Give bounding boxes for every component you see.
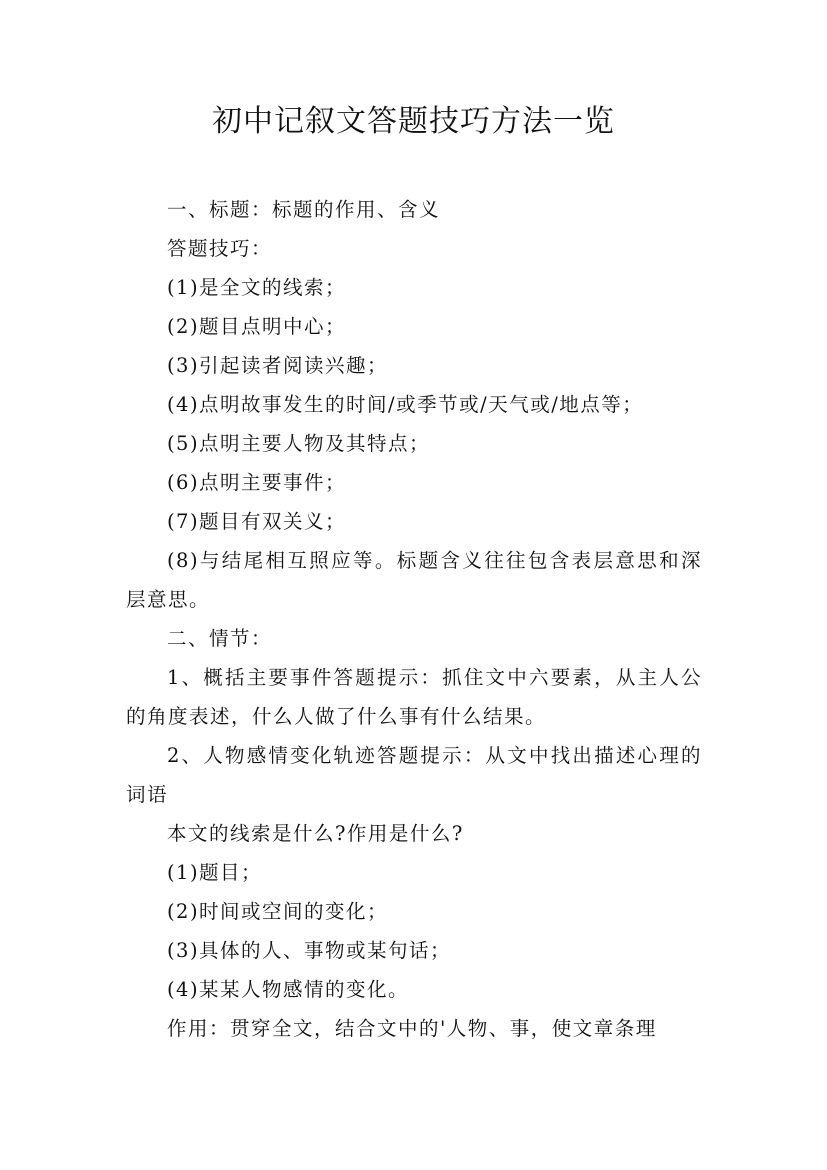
paragraph: 1、概括主要事件答题提示：抓住文中六要素，从主人公的角度表述，什么人做了什么事有什么结果。	[126, 666, 702, 728]
paragraph: 作用：贯穿全文，结合文中的'人物、事，使文章条理	[166, 1017, 657, 1040]
page-title: 初中记叙文答题技巧方法一览	[212, 104, 615, 139]
list-item: (7)题目有双关义；	[166, 510, 347, 533]
list-item: (5)点明主要人物及其特点；	[166, 432, 431, 455]
paragraph: 2、人物感情变化轨迹答题提示：从文中找出描述心理的词语	[126, 744, 702, 806]
list-item: (2)题目点明中心；	[166, 315, 347, 338]
section-heading-plot: 二、情节：	[166, 627, 272, 650]
document-body	[126, 190, 702, 1048]
list-item: (1)是全文的线索；	[166, 276, 347, 299]
list-item: (3)引起读者阅读兴趣；	[166, 354, 389, 377]
list-item: (4)点明故事发生的时间/或季节或/天气或/地点等；	[166, 393, 644, 416]
list-item: (4)某某人物感情的变化。	[166, 978, 410, 1001]
list-item: (3)具体的人、事物或某句话；	[166, 939, 452, 962]
list-item: (2)时间或空间的变化；	[166, 900, 389, 923]
list-item: (1)题目；	[166, 861, 263, 884]
list-item: (6)点明主要事件；	[166, 471, 347, 494]
question: 本文的线索是什么?作用是什么?	[166, 822, 464, 845]
section-heading-title: 一、标题：标题的作用、含义	[166, 198, 440, 221]
list-item: (8)与结尾相互照应等。标题含义往往包含表层意思和深层意思。	[126, 549, 702, 611]
paragraph-answer-tips: 答题技巧：	[166, 237, 272, 260]
